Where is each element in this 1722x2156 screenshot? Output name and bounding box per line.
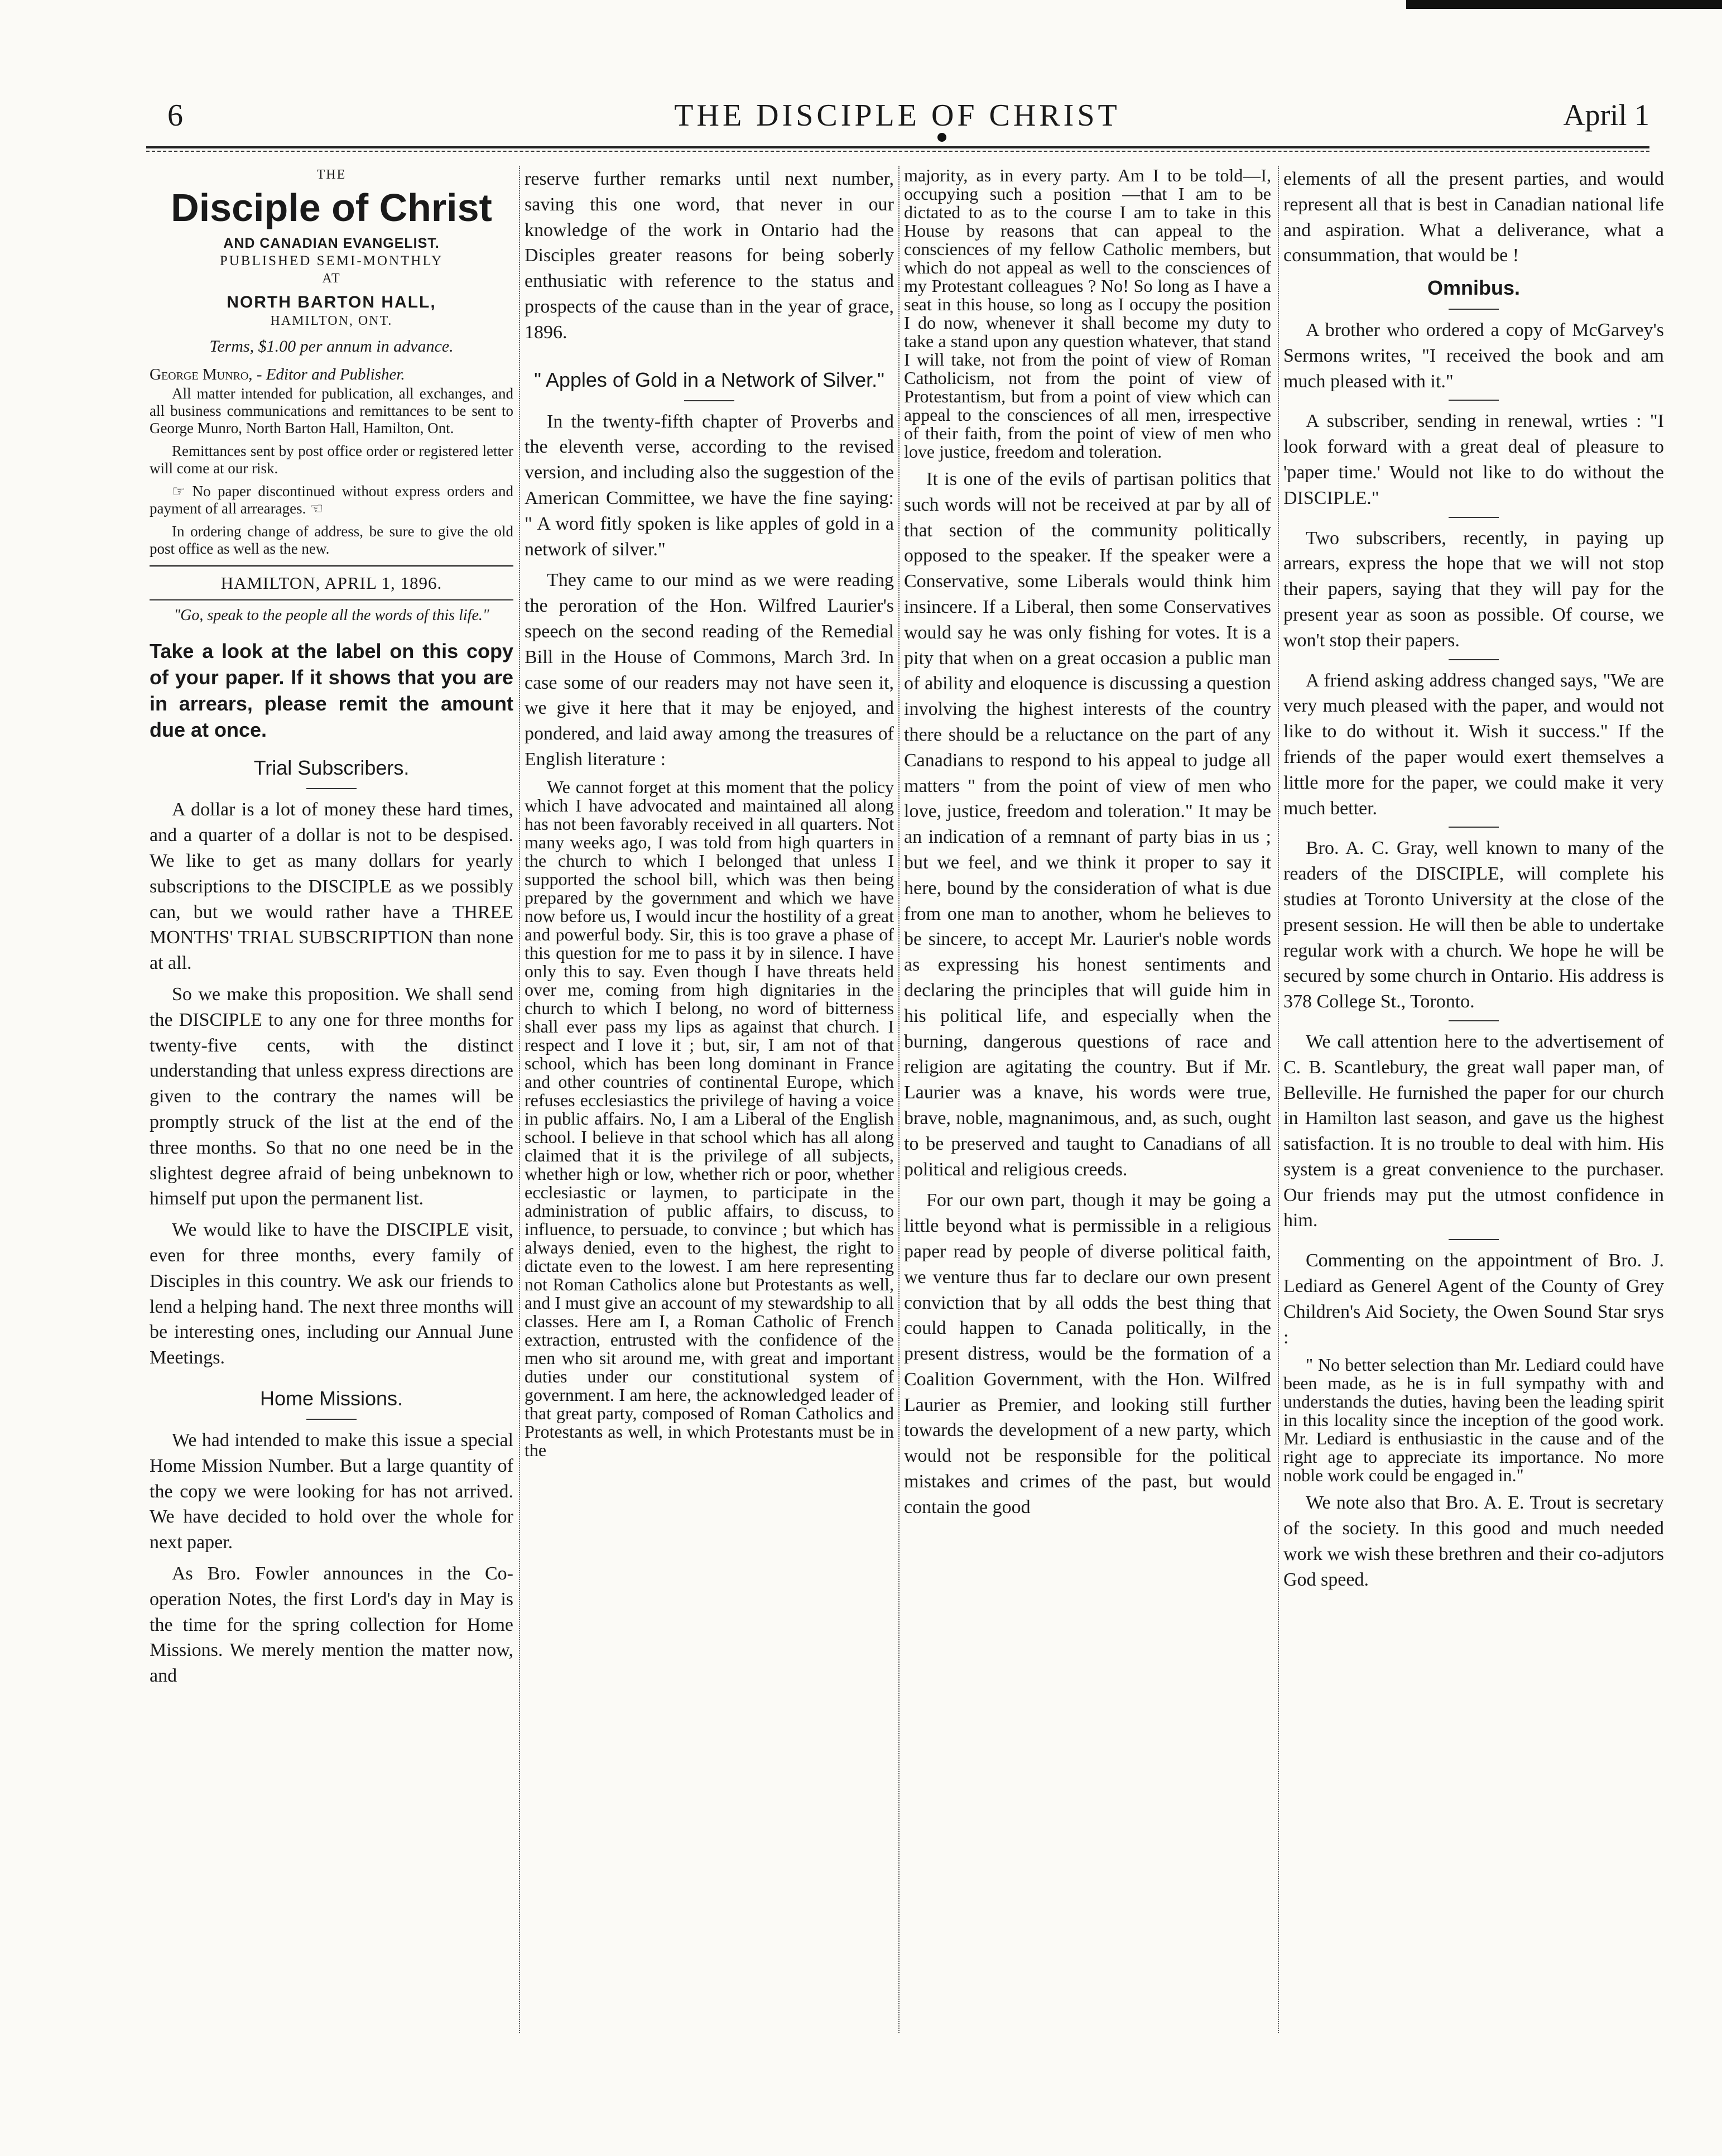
item-dash xyxy=(1449,400,1499,401)
section-dash xyxy=(306,788,357,789)
article-paragraph: For our own part, though it may be going a little beyond what is permissible in a religious paper read by people of diverse political faith, we venture thus far to declare our own present conviction that by all odds the best thing that could happen to Canada politically, in the present distress, would be the formation of a Coalition Government, with the Hon. Wilfred Laurier as Premier, and looking still further towards the development of a new party, which would not be responsible for the political mistakes and crimes of the past, but would contain the good xyxy=(904,1190,1271,1518)
page-number: 6 xyxy=(167,98,183,133)
masthead-name: Disciple of Christ xyxy=(171,186,492,229)
item-dash xyxy=(1449,517,1499,518)
item-dash xyxy=(1449,1020,1499,1021)
item-dash xyxy=(1449,827,1499,828)
publication-frequency: PUBLISHED SEMI-MONTHLY xyxy=(219,253,444,268)
owen-sound-star-quote: " No better selection than Mr. Lediard could have been made, as he is in full sympathy with and understands the duties, having been the leading spirit in this locality since the inception of the good work. Mr. Lediard is enthusiastic in the cause and of the right age to appreciate its importance. No more noble work could be engaged in." xyxy=(1283,1355,1664,1486)
trial-paragraph: We would like to have the DISCIPLE visit, even for three months, every family of Disciples in this country. We ask our friends to lend a helping hand. The next three months will be interesting ones, including our Annual June Meetings. xyxy=(150,1219,513,1368)
apples-heading: " Apples of Gold in a Network of Silver." xyxy=(534,368,884,391)
editor-role: - Editor and Publisher. xyxy=(256,365,405,383)
continued-paragraph: reserve further remarks until next number, saving this one word, that never in our knowledge of the work in Ontario had the Disciples greater reasons for being soberly enthusiatic with reference to the status and prospects of the cause than in the year of grace, 1896. xyxy=(525,169,894,343)
article-paragraph: In the twenty-fifth chapter of Proverbs and the eleventh verse, according to the revised version, and including also the suggestion of the American Committee, we have the fine saying: " A word fitly spoken is like apples of gold in a network of silver." xyxy=(525,411,894,560)
omnibus-item: We note also that Bro. A. E. Trout is secretary of the society. In this good and much needed work we wish these brethren and their co-adjutors God speed. xyxy=(1283,1492,1664,1590)
column-4 xyxy=(1283,166,1664,1598)
omnibus-item: A friend asking address changed says, "We are very much pleased with the paper, and would not like to do without it. Wish it success." If the friends of the paper would exert themselves a little more for the paper, we could make it very much better. xyxy=(1283,670,1664,819)
omnibus-item: A subscriber, sending in renewal, wrties : "I look forward with a great deal of pleasure to 'paper time.' Would not like to do without the DISCIPLE." xyxy=(1283,411,1664,508)
trial-paragraph: A dollar is a lot of money these hard times, and a quarter of a dollar is not to be despised. We like to get as many dollars for yearly subscriptions to the DISCIPLE as we possibly can, but we would rather have a THREE MONTHS' TRIAL SUBSCRIPTION than none at all. xyxy=(150,799,513,974)
trial-paragraph: So we make this proposition. We shall send the DISCIPLE to any one for three months for twenty-five cents, with the distinct understanding that unless express directions are given to the contrary the names will be promptly struck of the list at the end of the three months. So that no one need be in the slightest degree afraid of being unbeknown to himself put upon the permanent list. xyxy=(150,983,513,1209)
publication-note: All matter intended for publication, all exchanges, and all business communications and remittances to be sent to George Munro, North Barton Hall, Hamilton, Ont. xyxy=(150,385,513,436)
column-1 xyxy=(150,166,513,1694)
omnibus-heading: Omnibus. xyxy=(1427,276,1520,300)
omnibus-item: Bro. A. C. Gray, well known to many of the readers of the DISCIPLE, will complete his studies at Toronto University at the close of the present session. He will then be able to undertake regular work with a church. We hope he will be secured by some church in Ontario. His address is 378 College St., Toronto. xyxy=(1283,838,1664,1012)
home-missions-heading: Home Missions. xyxy=(259,1386,403,1410)
running-title: THE DISCIPLE OF CHRIST xyxy=(674,98,1120,133)
home-missions-paragraph: As Bro. Fowler announces in the Co-operation Notes, the first Lord's day in May is the time for the spring collection for Home Missions. We merely mention the matter now, and xyxy=(150,1563,513,1687)
column-3 xyxy=(904,166,1271,1526)
top-edge-bar xyxy=(1406,0,1722,9)
section-dash xyxy=(306,1419,357,1420)
column-rule-2 xyxy=(898,166,900,2033)
article-paragraph: They came to our mind as we were reading the peroration of the Hon. Wilfred Laurier's speech on the second reading of the Remedial Bill in the House of Commons, March 3rd. In case some of our readers may not have seen it, we give it here that it may be enjoyed, and pondered, and laid away among the treasures of English literature : xyxy=(525,570,894,770)
omnibus-item: A brother who ordered a copy of McGarvey's Sermons writes, "I received the book and am much pleased with it." xyxy=(1283,319,1664,392)
section-dash xyxy=(1449,309,1499,310)
omnibus-item: We call attention here to the advertisement of C. B. Scantlebury, the great wall paper man, of Belleville. He furnished the paper for our church in Hamilton last season, and gave us the highest satisfaction. It is no trouble to deal with him. His system is a great convenience to the purchaser. Our friends may put the utmost confidence in him. xyxy=(1283,1031,1664,1231)
publication-note: In ordering change of address, be sure to give the old post office as well as the new. xyxy=(150,522,513,557)
laurier-quote-continued: majority, as in every party. Am I to be told—I, occupying such a position —that I am to be dictated to as to the course I am to take in this House by reasons that can appeal to the consciences of my fellow Catholic members, but which do not appeal as well to the consciences of my Protestant colleagues ? No! So long as I have a seat in this house, so long as I occupy the position I do now, whenever it shall become my duty to take a stand upon any question whatever, that stand I will take, not from the point of view of Roman Catholicism, not from the point of view of Protestantism, but from a point of view which can appeal to the consciences of all men, irrespective of their faith, from the point of view of men who love justice, freedom and toleration. xyxy=(904,165,1271,462)
header-rule xyxy=(146,146,1649,148)
omnibus-item: Commenting on the appointment of Bro. J. Lediard as Generel Agent of the County of Grey Children's Aid Society, the Owen Sound Star srys : xyxy=(1283,1250,1664,1348)
home-missions-paragraph: We had intended to make this issue a special Home Mission Number. But a large quantity of the copy we were looking for has not arrived. We have decided to hold over the whole for next paper. xyxy=(150,1429,513,1553)
column-2 xyxy=(525,166,894,1465)
continued-paragraph: elements of all the present parties, and would represent all that is best in Canadian national life and aspiration. What a deliverance, what a consummation, that would be ! xyxy=(1283,169,1664,266)
publication-note: Remittances sent by post office order or registered letter will come at our risk. xyxy=(150,442,513,477)
header-bullet xyxy=(937,133,946,142)
trial-subscribers-heading: Trial Subscribers. xyxy=(253,756,410,779)
column-rule-1 xyxy=(519,166,520,2033)
arrears-notice: Take a look at the label on this copy of your paper. If it shows that you are in arrears, please remit the amount due at once. xyxy=(150,639,513,741)
header-rule-dashed xyxy=(146,151,1649,152)
item-dash xyxy=(1449,659,1499,660)
article-paragraph: It is one of the evils of partisan politics that such words will not be received at par by all of that section of the community politically opposed to the speaker. If the speaker were a Conservative, some Liberals would think him insincere. If a Liberal, then some Conservatives would say he was only fishing for votes. It is a pity that when on a great occasion a public man of ability and eloquence is discussing a question involving the highest interests of the country there should be a reluctance on the part of any Canadians to respond to his appeal to judge all matters " from the point of view of men who love, justice, freedom and toleration." It may be an indication of a remnant of party bias in us ; but we feel, and we think it proper to say it here, bound by the consideration of what is due from one man to another, whom he believes to be sincere, to accept Mr. Laurier's noble words as expressing his honest sentiments and declaring the principles that will guide him in his political life, and especially when the burning, dangerous questions of race and religion are agitating the country. But if Mr. Laurier was a knave, his words were true, brave, noble, magnanimous, and, as such, ought to be preserved and taught to Canadians of all political and religious creeds. xyxy=(904,469,1271,1180)
publication-hall: NORTH BARTON HALL, xyxy=(227,293,436,311)
section-dash xyxy=(684,400,734,401)
omnibus-item: Two subscribers, recently, in paying up arrears, express the hope that we will not stop their papers, saying that they will pay for the present year as soon as possible. Of course, we won't stop their papers. xyxy=(1283,527,1664,651)
page-header xyxy=(145,92,1649,142)
publication-note: ☞ No paper discontinued without express orders and payment of all arrearages. ☜ xyxy=(150,482,513,517)
masthead-subtitle: AND CANADIAN EVANGELIST. xyxy=(223,236,440,251)
publication-city: HAMILTON, ONT. xyxy=(270,314,393,328)
item-dash xyxy=(1449,1239,1499,1240)
laurier-quote: We cannot forget at this moment that the policy which I have advocated and maintained all along has not been favorably received in all quarters. Not many weeks ago, I was told from high quarters in the church to which I belonged that unless I supported the school bill, which was then being prepared by the government and which we have now before us, I would incur the hostility of a great and powerful body. Sir, this is too grave a phase of this question for me to pass it by in silence. I have only this to say. Even though I have threats held over me, coming from high dignitaries in the church to which I belong, no word of bitterness shall ever pass my lips as against that church. I respect and I love it ; but, sir, I am not of that school, which has been long dominant in France and other countries of continental Europe, which refuses ecclesiastics the privilege of having a voice in public affairs. No, I am a Liberal of the English school. I believe in that school which has all along claimed that it is the privilege of all subjects, whether high or low, whether rich or poor, whether ecclesiastic or laymen, to participate in the administration of public affairs, to discuss, to influence, to persuade, to convince ; but which has always denied, even to the highest, the right to dictate even to the lowest. I am here representing not Roman Catholics alone but Protestants as well, and I must give an account of my stewardship to all classes. Here am I, a Roman Catholic of French extraction, entrusted with the confidence of the men who sit around me, with great and important duties under our constitutional system of government. I am here, the acknowledged leader of that great party, composed of Roman Catholics and Protestants as well, in which Protestants must be in the xyxy=(525,776,894,1460)
masthead-the: THE xyxy=(316,167,347,182)
dateline: HAMILTON, APRIL 1, 1896. xyxy=(150,565,513,601)
issue-date: April 1 xyxy=(1563,98,1649,132)
masthead-at: AT xyxy=(322,271,341,286)
motto: "Go, speak to the people all the words of this life." xyxy=(174,606,489,624)
subscription-terms: Terms, $1.00 per annum in advance. xyxy=(209,337,454,356)
column-rule-3 xyxy=(1278,166,1279,2033)
editor-name: George Munro, xyxy=(150,365,253,383)
editor-line xyxy=(150,364,513,385)
